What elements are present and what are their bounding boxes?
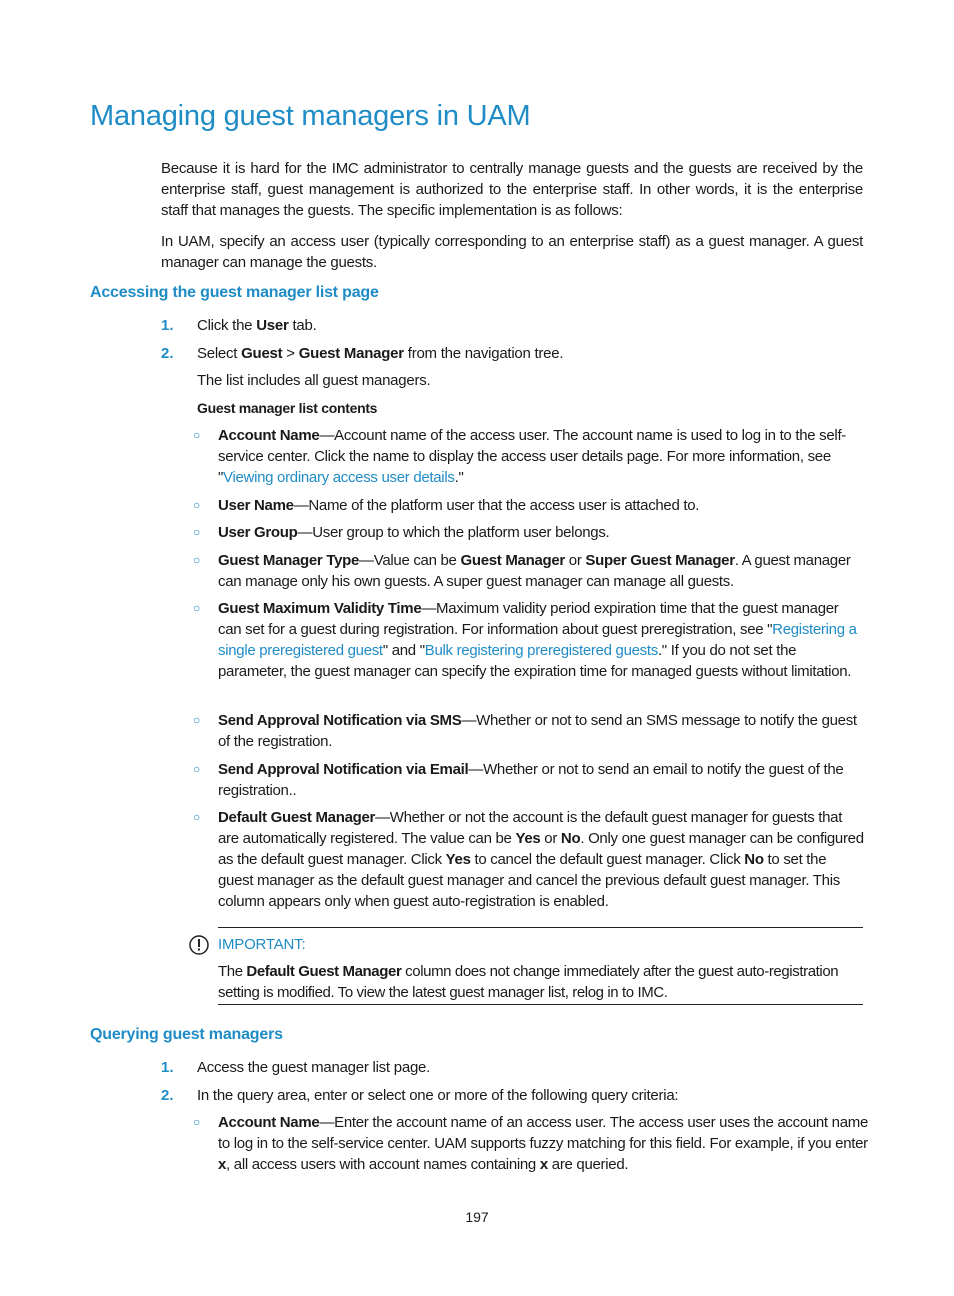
link-bulk-register-guests[interactable]: Bulk registering preregistered guests (424, 642, 658, 659)
bullet-icon: ○ (193, 810, 201, 824)
notice-bottom-rule (218, 1004, 863, 1005)
list-item-default-manager: Default Guest Manager—Whether or not the account is the default guest manager for guests that are automatically registered. The value can be Yes or No. Only one guest manager can be configured as the default guest manager. Click Yes to cancel the default guest manager. Click No to set the guest manager as the default guest manager and cancel the previous default guest manager. This column appears only when guest auto-registration is enabled. (218, 809, 864, 910)
list-item-user-group: User Group—User group to which the platform user belongs. (218, 524, 610, 541)
bullet-icon: ○ (193, 713, 201, 727)
section-heading-querying: Querying guest managers (90, 1026, 283, 1043)
bullet-icon: ○ (193, 428, 201, 442)
bullet-icon: ○ (193, 762, 201, 776)
list-item-max-validity: Guest Maximum Validity Time—Maximum validity period expiration time that the guest manager can set for a guest during registration. For information about guest preregistration, see "Registering a single preregistered guest" and "Bulk registering preregistered guests." If you do not set the parameter, the guest manager can specify the expiration time for managed guests without limitation. (218, 600, 857, 680)
section-heading-accessing: Accessing the guest manager list page (90, 284, 379, 301)
intro-paragraph-2: In UAM, specify an access user (typically corresponding to an enterprise staff) as a guest manager. A guest manager can manage the guests. (161, 233, 863, 271)
bullet-icon: ○ (193, 525, 201, 539)
bullet-icon: ○ (193, 553, 201, 567)
important-icon (188, 934, 210, 961)
list-contents-label: Guest manager list contents (197, 400, 378, 416)
step-number: 1. (161, 1059, 174, 1076)
intro-paragraph-1: Because it is hard for the IMC administrator to centrally manage guests and the guests are received by the enterprise staff, guest management is authorized to the enterprise staff. In other words, it is the enterprise staff that manages the guests. The specific implementation is as follows: (161, 160, 863, 219)
important-label: IMPORTANT: (218, 936, 306, 953)
query-step-2: In the query area, enter or select one or more of the following query criteria: (197, 1087, 679, 1104)
list-note: The list includes all guest managers. (197, 372, 431, 389)
step-2: Select Guest > Guest Manager from the navigation tree. (197, 345, 564, 362)
bullet-icon: ○ (193, 498, 201, 512)
step-number: 2. (161, 1087, 174, 1104)
step-number: 1. (161, 317, 174, 334)
page-title: Managing guest managers in UAM (90, 100, 531, 132)
step-1: Click the User tab. (197, 317, 317, 334)
list-item-email: Send Approval Notification via Email—Whether or not to send an email to notify the guest of the registration.. (218, 761, 844, 799)
bullet-icon: ○ (193, 601, 201, 615)
notice-top-rule (218, 927, 863, 928)
important-notice-text: The Default Guest Manager column does not change immediately after the guest auto-registration setting is modified. To view the latest guest manager list, relog in to IMC. (218, 963, 839, 1001)
bullet-icon: ○ (193, 1115, 201, 1129)
step-number: 2. (161, 345, 174, 362)
page-number: 197 (465, 1209, 489, 1225)
query-item-account-name: Account Name—Enter the account name of an access user. The access user uses the account name to log in to the self-service center. UAM supports fuzzy matching for this field. For example, if you enter x, all access users with account names containing x are queried. (218, 1114, 868, 1173)
link-viewing-user-details[interactable]: Viewing ordinary access user details (223, 469, 455, 486)
list-item-guest-manager-type: Guest Manager Type—Value can be Guest Manager or Super Guest Manager. A guest manager can manage only his own guests. A super guest manager can manage all guests. (218, 552, 851, 590)
list-item-account-name: Account Name—Account name of the access user. The account name is used to log in to the self-service center. Click the name to display the access user details page. For more information, see "Viewing ordinary access user details." (218, 427, 847, 486)
list-item-sms: Send Approval Notification via SMS—Whether or not to send an SMS message to notify the guest of the registration. (218, 712, 857, 750)
query-step-1: Access the guest manager list page. (197, 1059, 431, 1076)
list-item-user-name: User Name—Name of the platform user that the access user is attached to. (218, 497, 700, 514)
link-register-single-guest[interactable]: Registering a single preregistered guest (218, 621, 857, 659)
